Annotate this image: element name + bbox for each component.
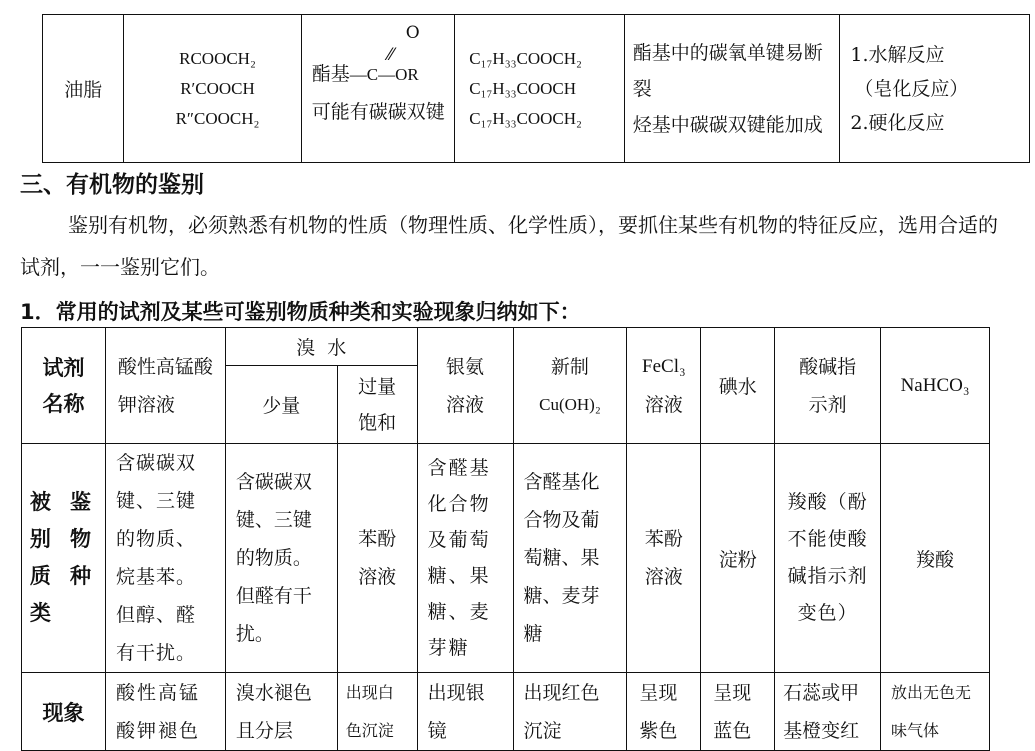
reaction-1-note: （皂化反应） xyxy=(854,77,969,100)
substance-cuoh2: 含醛基化合物及葡萄糖、果糖、麦芽糖 xyxy=(513,444,627,673)
reagent-bromine-excess: 过量饱和 xyxy=(337,366,417,444)
phenomenon-nahco3: 放出无色无味气体 xyxy=(881,673,990,751)
intro-paragraph: 鉴别有机物，必须熟悉有机物的性质（物理性质、化学性质），要抓住某些有机物的特征反应，选用合适的试剂，一一鉴别它们。 xyxy=(20,213,998,279)
ester-oxygen: O xyxy=(405,23,420,43)
substance-bromine-excess: 苯酚溶液 xyxy=(337,444,417,673)
phenomenon-silver: 出现银镜 xyxy=(417,673,513,751)
phenomenon-cuoh2: 出现红色沉淀 xyxy=(513,673,627,751)
phenomenon-iodine: 呈现蓝色 xyxy=(701,673,775,751)
header-reagent-name: 试剂名称 xyxy=(22,328,106,444)
property-2: 烃基中碳碳双键能加成 xyxy=(632,113,823,136)
reagent-table xyxy=(21,327,990,751)
reagent-silver-ammonia: 银氨溶液 xyxy=(417,328,513,444)
top-table xyxy=(42,14,1030,163)
subheading: 1．常用的试剂及某些可鉴别物质种类和实验现象归纳如下： xyxy=(20,300,581,324)
structure-line: R″COOCH₂ xyxy=(175,108,260,128)
example-line: C₁₇H₃₃COOCH xyxy=(469,78,577,98)
structure-line: RCOOCH₂ xyxy=(179,48,256,68)
oil-properties xyxy=(624,15,840,163)
phenomenon-bromine-small: 溴水褪色且分层 xyxy=(225,673,337,751)
property-1: 酯基中的碳氧单键易断裂 xyxy=(632,41,823,100)
example-line: C₁₇H₃₃COOCH₂ xyxy=(469,48,582,68)
oil-name: 油脂 xyxy=(43,15,124,163)
reagent-fecl3: FeCl₃ 溶液 xyxy=(627,328,701,444)
substance-fecl3: 苯酚溶液 xyxy=(627,444,701,673)
example-line: C₁₇H₃₃COOCH₂ xyxy=(469,108,582,128)
ester-group-cell xyxy=(301,15,454,163)
ester-note: 可能有碳碳双键 xyxy=(311,101,445,123)
reagent-bromine: 溴 水 xyxy=(225,328,417,366)
phenomenon-fecl3: 呈现紫色 xyxy=(627,673,701,751)
reagent-nahco3: NaHCO₃ xyxy=(881,328,990,444)
substance-bromine-small: 含碳碳双键、三键的物质。但醛有干扰。 xyxy=(225,444,337,673)
reagent-indicator: 酸碱指示剂 xyxy=(775,328,881,444)
double-bond-icon: ⁄⁄ xyxy=(387,45,394,65)
oil-example xyxy=(455,15,625,163)
structure-line: R′COOCH xyxy=(180,78,255,98)
phenomenon-indicator: 石蕊或甲基橙变红 xyxy=(775,673,881,751)
phenomenon-bromine-excess: 出现白色沉淀 xyxy=(337,673,417,751)
reaction-1: 1.水解反应 xyxy=(850,43,945,66)
substance-indicator: 羧酸（酚不能使酸碱指示剂变色） xyxy=(775,444,881,673)
substance-nahco3: 羧酸 xyxy=(881,444,990,673)
substance-iodine: 淀粉 xyxy=(701,444,775,673)
header-substance: 被鉴别物质种类 xyxy=(22,444,106,673)
reagent-bromine-small: 少量 xyxy=(225,366,337,444)
oil-structure xyxy=(124,15,302,163)
phenomenon-kmno4: 酸性高锰酸钾褪色 xyxy=(105,673,225,751)
section-title: 三、有机物的鉴别 xyxy=(20,172,204,198)
header-phenomenon: 现象 xyxy=(22,673,106,751)
reagent-iodine: 碘水 xyxy=(701,328,775,444)
reagent-kmno4: 酸性高锰酸钾溶液 xyxy=(105,328,225,444)
reaction-2: 2.硬化反应 xyxy=(850,111,945,134)
substance-silver: 含醛基化合物及葡萄糖、果糖、麦芽糖 xyxy=(417,444,513,673)
ester-formula: —C—OR xyxy=(349,65,419,84)
ester-prefix: 酯基 xyxy=(311,63,350,85)
substance-kmno4: 含碳碳双键、三键的物质、烷基苯。但醇、醛有干扰。 xyxy=(105,444,225,673)
reagent-cuoh2: 新制 Cu(OH)₂ xyxy=(513,328,627,444)
oil-reactions xyxy=(840,15,1030,163)
